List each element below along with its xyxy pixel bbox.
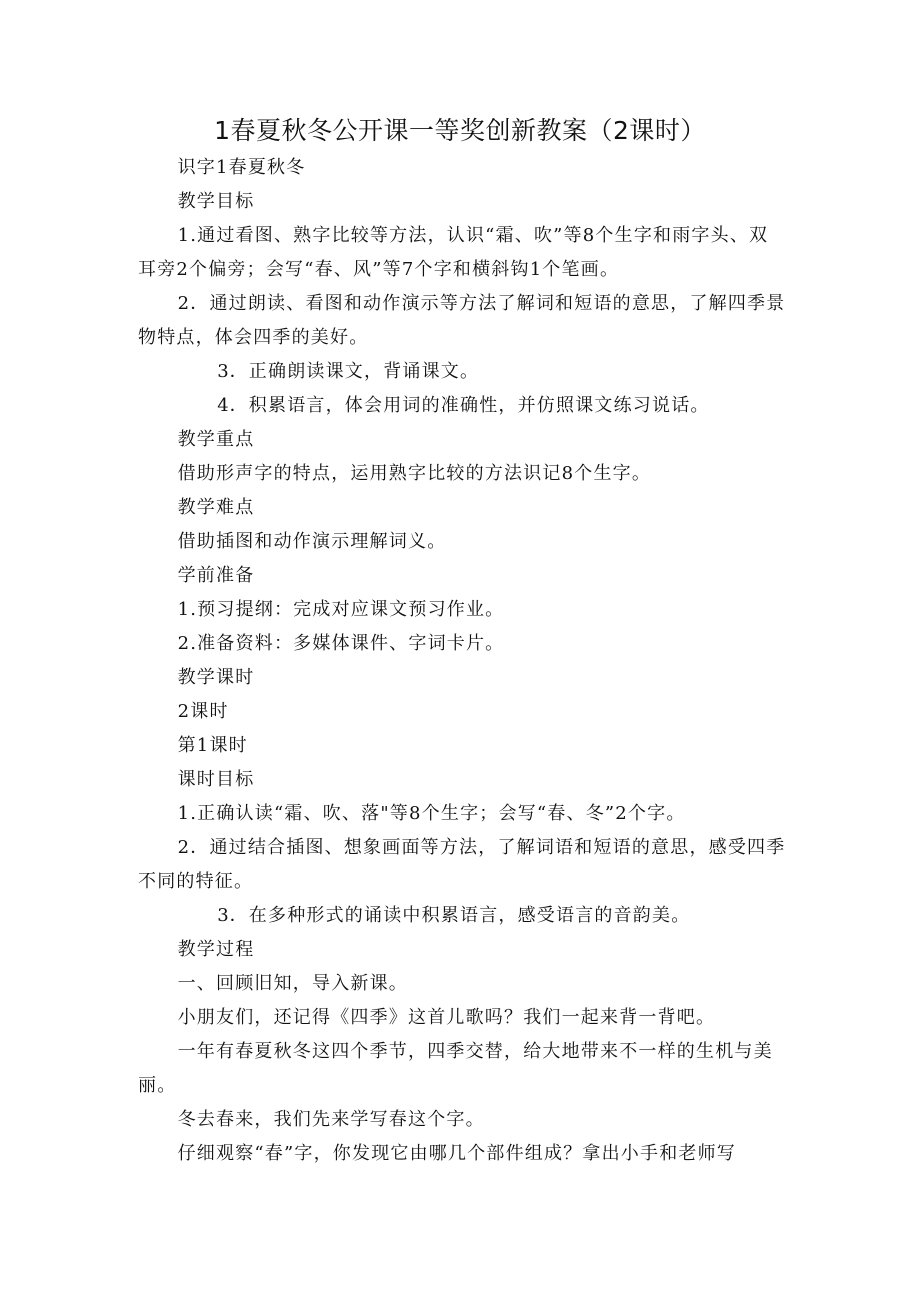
paragraph: 1.预习提纲：完成对应课文预习作业。 (177, 599, 505, 620)
paragraph-number: 3 (217, 905, 230, 926)
paragraph: 1.正确认读“霜、吹、落"等8个生字；会写“春、冬”2个字。 (177, 803, 686, 824)
section-heading: 课时目标 (177, 769, 255, 790)
section-heading: 第1课时 (177, 735, 248, 756)
section-heading: 教学过程 (177, 939, 255, 960)
document-body (138, 151, 786, 1171)
section-heading: 教学难点 (177, 497, 255, 518)
paragraph: 2．通过结合插图、想象画面等方法，了解词语和短语的意思，感受四季不同的特征。 (138, 837, 786, 892)
paragraph: 2.准备资料：多媒体课件、字词卡片。 (177, 633, 505, 654)
paragraph: 识字1春夏秋冬 (177, 157, 306, 178)
paragraph: 一年有春夏秋冬这四个季节，四季交替，给大地带来不一样的生机与美丽。 (138, 1041, 773, 1096)
section-heading: 教学课时 (177, 667, 255, 688)
paragraph: 仔细观察“春”字，你发现它由哪几个部件组成？拿出小手和老师写 (177, 1143, 736, 1164)
paragraph: 冬去春来，我们先来学写春这个字。 (177, 1109, 485, 1130)
paragraph: 一、回顾旧知，导入新课。 (177, 973, 408, 994)
numbered-paragraph: 3．在多种形式的诵读中积累语言，感受语言的音韵美。 (138, 899, 786, 933)
paragraph-number: 3 (217, 361, 230, 382)
paragraph: 2．通过朗读、看图和动作演示等方法了解词和短语的意思，了解四季景物特点，体会四季的美好。 (138, 293, 786, 348)
paragraph: 借助形声字的特点，运用熟字比较的方法识记8个生字。 (177, 463, 652, 484)
paragraph: 1.通过看图、熟字比较等方法，认识“霜、吹”等8个生字和雨字头、双耳旁2个偏旁；会写“春、风”等7个字和横斜钩1个笔画。 (138, 225, 769, 280)
section-heading: 教学重点 (177, 429, 255, 450)
section-heading: 学前准备 (177, 565, 255, 586)
numbered-paragraph: 3．正确朗读课文，背诵课文。 (138, 355, 786, 389)
document-title: 1春夏秋冬公开课一等奖创新教案（2课时） (214, 116, 706, 145)
paragraph: 借助插图和动作演示理解词义。 (177, 531, 447, 552)
paragraph-number: 4 (217, 395, 230, 416)
paragraph: 小朋友们，还记得《四季》这首儿歌吗？我们一起来背一背吧。 (177, 1007, 716, 1028)
paragraph: 2课时 (177, 701, 229, 722)
section-heading: 教学目标 (177, 191, 255, 212)
numbered-paragraph: 4．积累语言，体会用词的准确性，并仿照课文练习说话。 (138, 389, 786, 423)
